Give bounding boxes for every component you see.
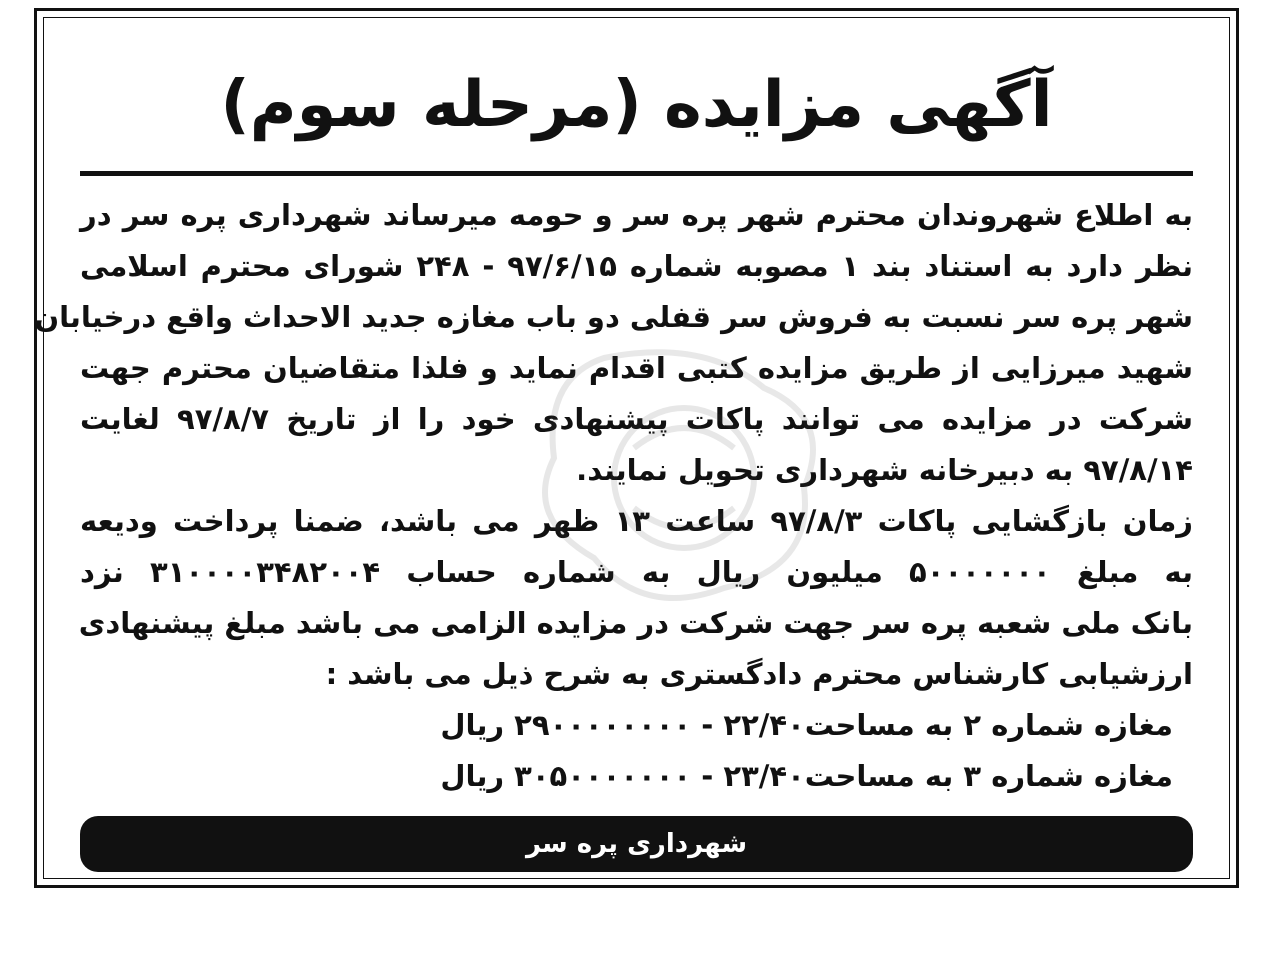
body-line: شرکت در مزایده می توانند پاکات پیشنهادی خود را از تاریخ ۹۷/۸/۷ لغایت [80, 402, 1193, 436]
body-line: بانک ملی شعبه پره سر جهت شرکت در مزایده الزامی می باشد مبلغ پیشنهادی [78, 606, 1193, 640]
shop-item: مغازه شماره ۳ به مساحت۲۳/۴۰ - ۳۰۵۰۰۰۰۰۰۰ ریال [440, 759, 1173, 793]
footer-banner [80, 816, 1193, 872]
body-line: شهید میرزایی از طریق مزایده کتبی اقدام نماید و فلذا متقاضیان محترم جهت [80, 351, 1193, 385]
body-line: زمان بازگشایی پاکات ۹۷/۸/۳ ساعت ۱۳ ظهر می باشد، ضمنا پرداخت ودیعه [80, 504, 1193, 538]
body-line: نظر دارد به استناد بند ۱ مصوبه شماره ۹۷/۶/۱۵ - ۲۴۸ شورای محترم اسلامی [80, 249, 1194, 283]
title-divider [80, 171, 1193, 176]
inner-border [34, 17, 1230, 879]
notice-title: آگهی مزایده (مرحله سوم) [220, 68, 1053, 142]
body-line: به مبلغ ۵۰۰۰۰۰۰۰ میلیون ریال به شماره حساب ۳۱۰۰۰۰۳۴۸۲۰۰۴ نزد [80, 555, 1193, 589]
body-line: ارزشیابی کارشناس محترم دادگستری به شرح ذیل می باشد : [325, 657, 1193, 691]
body-line: ۹۷/۸/۱۴ به دبیرخانه شهرداری تحویل نمایند. [576, 453, 1193, 487]
notice-body [34, 190, 1194, 802]
body-line: شهر پره سر نسبت به فروش سر قفلی دو باب مغازه جدید الاحداث واقع درخیابان [34, 300, 1193, 334]
footer-signature: شهرداری پره سر [525, 829, 748, 859]
body-line: به اطلاع شهروندان محترم شهر پره سر و حومه میرساند شهرداری پره سر در [80, 198, 1193, 232]
shop-item: مغازه شماره ۲ به مساحت۲۲/۴۰ - ۲۹۰۰۰۰۰۰۰۰ ریال [440, 708, 1173, 742]
outer-border [34, 8, 1239, 888]
